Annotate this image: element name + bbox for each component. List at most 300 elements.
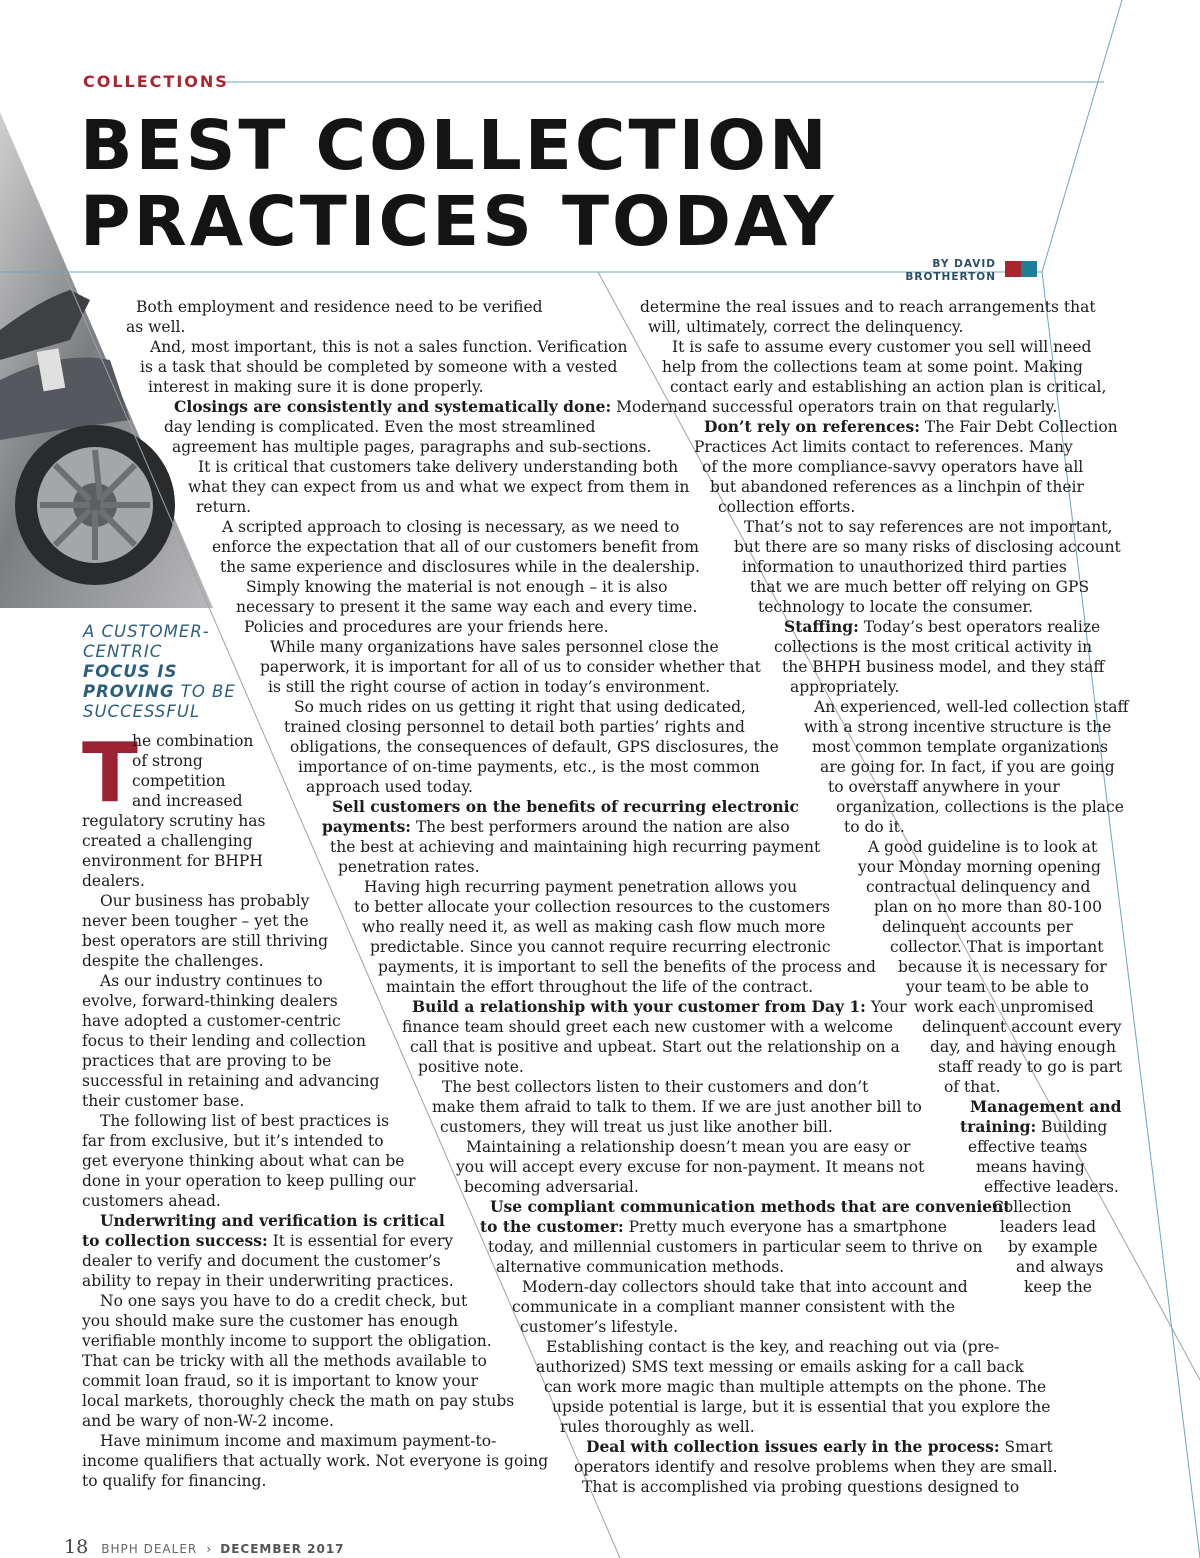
- article-line: [480, 1217, 947, 1237]
- body-text: to better allocate your collection resources to the customers: [354, 898, 831, 916]
- body-text: the same experience and disclosures while in the dealership.: [220, 558, 700, 576]
- article-line: [294, 697, 746, 717]
- article-line: [466, 1137, 910, 1157]
- subhead-text: training:: [960, 1117, 1037, 1136]
- body-text: competition: [132, 772, 226, 790]
- pullquote-line-4: TO BE: [174, 682, 236, 701]
- body-text: who really need it, as well as making cash flow much more: [362, 918, 826, 936]
- subhead-text: Staffing:: [784, 617, 859, 636]
- article-line: [758, 597, 1033, 617]
- article-line: [164, 417, 595, 437]
- pull-quote: [83, 622, 253, 722]
- article-line: [582, 1477, 1019, 1497]
- body-text: your Monday morning opening: [858, 858, 1101, 876]
- article-line: [330, 837, 820, 857]
- article-line: [82, 851, 263, 871]
- pullquote-emphasis: PROVING: [83, 682, 175, 701]
- article-line: [132, 731, 253, 751]
- subhead-text: Sell customers on the benefits of recurring electronic: [332, 797, 799, 816]
- article-line: [82, 1331, 492, 1351]
- article-line: [574, 1457, 1058, 1477]
- article-line: [1008, 1237, 1098, 1257]
- body-text: That can be tricky with all the methods available to: [82, 1352, 487, 1370]
- article-line: [1016, 1257, 1104, 1277]
- article-line: [82, 1451, 548, 1471]
- body-text: and increased: [132, 792, 243, 810]
- byline-red-square: [1005, 261, 1021, 277]
- article-line: [132, 791, 243, 811]
- body-text: alternative communication methods.: [496, 1258, 785, 1276]
- article-line: [640, 297, 1096, 317]
- body-text: appropriately.: [790, 678, 900, 696]
- article-line: [960, 1117, 1107, 1137]
- article-line: [694, 437, 1073, 457]
- body-text: of that.: [944, 1078, 1001, 1096]
- article-line: [922, 1017, 1122, 1037]
- byline-line-1: BY DAVID: [932, 258, 996, 270]
- body-text: you should make sure the customer has enough: [82, 1312, 459, 1330]
- body-text: operators identify and resolve problems when they are small.: [574, 1458, 1058, 1476]
- body-text: Establishing contact is the key, and reaching out via (pre-: [546, 1338, 1000, 1356]
- article-line: [172, 437, 651, 457]
- subhead-text: Management and: [970, 1097, 1122, 1116]
- article-title: [80, 108, 837, 260]
- article-line: [496, 1257, 784, 1277]
- article-line: [490, 1197, 1011, 1217]
- pullquote-line-5: SUCCESSFUL: [83, 702, 201, 721]
- article-line: [82, 1231, 453, 1251]
- article-line: [836, 797, 1124, 817]
- article-line: [338, 857, 480, 877]
- body-text: your team to be able to: [906, 978, 1089, 996]
- body-text: get everyone thinking about what can be: [82, 1152, 405, 1170]
- article-line: [844, 817, 905, 837]
- body-text: Smart: [999, 1438, 1053, 1456]
- body-text: the BHPH business model, and they staff: [782, 658, 1105, 676]
- article-line: [512, 1297, 955, 1317]
- body-text: organization, collections is the place: [836, 798, 1124, 816]
- body-text: will, ultimately, correct the delinquency.: [648, 318, 964, 336]
- body-text: and be wary of non-W-2 income.: [82, 1412, 334, 1430]
- article-line: [82, 991, 338, 1011]
- article-line: [678, 397, 1057, 417]
- pullquote-line-3: FOCUS IS: [83, 662, 178, 681]
- body-text: agreement has multiple pages, paragraphs and sub-sections.: [172, 438, 652, 456]
- article-line: [968, 1137, 1087, 1157]
- subhead-text: Use compliant communication methods that are convenient: [490, 1197, 1011, 1216]
- chevron-right-icon: ›: [206, 1542, 212, 1556]
- body-text: to do it.: [844, 818, 905, 836]
- body-text: most common template organizations: [812, 738, 1109, 756]
- article-line: [710, 477, 1084, 497]
- body-text: contractual delinquency and: [866, 878, 1091, 896]
- article-line: [370, 937, 831, 957]
- article-line: [984, 1177, 1119, 1197]
- body-text: never been tougher – yet the: [82, 912, 309, 930]
- article-line: [442, 1077, 868, 1097]
- article-line: [82, 951, 264, 971]
- article-line: [992, 1197, 1071, 1217]
- body-text: communicate in a compliant manner consistent with the: [512, 1298, 956, 1316]
- body-text: customers, they will treat us just like another bill.: [440, 1118, 833, 1136]
- body-text: And, most important, this is not a sales function. Verification: [150, 338, 628, 356]
- article-line: [82, 831, 253, 851]
- subhead-text: to collection success:: [82, 1231, 268, 1250]
- article-line: [782, 657, 1104, 677]
- article-line: [174, 397, 683, 417]
- body-text: that we are much better off relying on GPS: [750, 578, 1090, 596]
- article-line: [268, 677, 710, 697]
- body-text: While many organizations have sales personnel close the: [270, 638, 719, 656]
- body-text: call that is positive and upbeat. Start out the relationship on a: [410, 1038, 900, 1056]
- article-line: [246, 577, 667, 597]
- body-text: So much rides on us getting it right that using dedicated,: [294, 698, 746, 716]
- body-text: customer’s lifestyle.: [520, 1318, 679, 1336]
- body-text: done in your operation to keep pulling our: [82, 1172, 416, 1190]
- body-text: Modern-day collectors should take that into account and: [522, 1278, 968, 1296]
- pullquote-line-2: CENTRIC: [83, 642, 163, 661]
- body-text: delinquent account every: [922, 1018, 1122, 1036]
- article-line: [100, 1291, 467, 1311]
- article-line: [100, 1431, 496, 1451]
- drop-cap: T: [82, 726, 138, 821]
- article-line: [212, 537, 699, 557]
- article-line: [930, 1037, 1116, 1057]
- body-text: help from the collections team at some point. Making: [662, 358, 1083, 376]
- article-line: [546, 1337, 999, 1357]
- body-text: maintain the effort throughout the life of the contract.: [386, 978, 813, 996]
- article-line: [672, 337, 1091, 357]
- article-line: [260, 657, 761, 677]
- body-text: because it is necessary for: [898, 958, 1107, 976]
- article-line: [198, 457, 678, 477]
- article-line: [702, 457, 1083, 477]
- article-line: [828, 777, 1060, 797]
- body-text: verifiable monthly income to support the obligation.: [82, 1332, 492, 1350]
- body-text: As our industry continues to: [100, 972, 323, 990]
- body-text: created a challenging: [82, 832, 253, 850]
- body-text: positive note.: [418, 1058, 524, 1076]
- body-text: best operators are still thriving: [82, 932, 329, 950]
- article-line: [100, 1111, 389, 1131]
- article-line: [804, 717, 1111, 737]
- body-text: by example: [1008, 1238, 1098, 1256]
- article-line: [432, 1097, 922, 1117]
- body-text: effective leaders.: [984, 1178, 1119, 1196]
- article-line: [306, 777, 473, 797]
- body-text: Modern-: [611, 398, 684, 416]
- page-footer: [64, 1536, 345, 1558]
- article-line: [648, 317, 963, 337]
- article-line: [100, 891, 309, 911]
- body-text: Having high recurring payment penetration allows you: [364, 878, 798, 896]
- article-line: [132, 751, 203, 771]
- article-line: [812, 737, 1108, 757]
- article-line: [418, 1057, 524, 1077]
- body-text: predictable. Since you cannot require recurring electronic: [370, 938, 831, 956]
- article-line: [82, 1351, 487, 1371]
- article-line: [132, 771, 226, 791]
- subhead-text: Deal with collection issues early in the process:: [586, 1437, 1000, 1456]
- body-text: Building: [1036, 1118, 1108, 1136]
- article-line: [704, 417, 1118, 437]
- title-line-2: PRACTICES TODAY: [80, 182, 837, 262]
- body-text: of the more compliance-savvy operators have all: [702, 458, 1084, 476]
- body-text: collections is the most critical activity in: [774, 638, 1093, 656]
- body-text: focus to their lending and collection: [82, 1032, 366, 1050]
- article-line: [140, 357, 617, 377]
- subhead-text: payments:: [322, 817, 412, 836]
- body-text: have adopted a customer-centric: [82, 1012, 341, 1030]
- body-text: you will accept every excuse for non-payment. It means not: [456, 1158, 925, 1176]
- article-line: [402, 1017, 893, 1037]
- body-text: effective teams: [968, 1138, 1088, 1156]
- article-line: [386, 977, 813, 997]
- article-line: [914, 997, 1094, 1017]
- article-line: [552, 1397, 1050, 1417]
- body-text: the best at achieving and maintaining high recurring payment: [330, 838, 821, 856]
- body-text: income qualifiers that actually work. Not everyone is going: [82, 1452, 549, 1470]
- body-text: leaders lead: [1000, 1218, 1097, 1236]
- body-text: means having: [976, 1158, 1085, 1176]
- article-line: [362, 917, 825, 937]
- body-text: trained closing personnel to detail both parties’ rights and: [284, 718, 745, 736]
- article-line: [718, 497, 855, 517]
- article-line: [742, 557, 1067, 577]
- body-text: is still the right course of action in today’s environment.: [268, 678, 711, 696]
- body-text: Practices Act limits contact to references. Many: [694, 438, 1073, 456]
- article-line: [560, 1417, 755, 1437]
- body-text: Pretty much everyone has a smartphone: [623, 1218, 947, 1236]
- subhead-text: Underwriting and verification is critical: [100, 1211, 445, 1230]
- article-line: [662, 357, 1083, 377]
- body-text: local markets, thoroughly check the math on pay stubs: [82, 1392, 515, 1410]
- body-text: regulatory scrutiny has: [82, 812, 266, 830]
- body-text: Policies and procedures are your friends here.: [244, 618, 609, 636]
- body-text: delinquent accounts per: [882, 918, 1073, 936]
- article-line: [858, 857, 1101, 877]
- article-line: [136, 297, 543, 317]
- body-text: Maintaining a relationship doesn’t mean you are easy or: [466, 1138, 911, 1156]
- article-line: [290, 737, 779, 757]
- article-line: [866, 877, 1090, 897]
- article-line: [744, 517, 1112, 537]
- article-line: [734, 537, 1121, 557]
- body-text: Simply knowing the material is not enough – it is also: [246, 578, 668, 596]
- body-text: environment for BHPH: [82, 852, 263, 870]
- body-text: It is critical that customers take delivery understanding both: [198, 458, 679, 476]
- body-text: rules thoroughly as well.: [560, 1418, 755, 1436]
- article-line: [188, 477, 689, 497]
- body-text: their customer base.: [82, 1092, 245, 1110]
- body-text: A scripted approach to closing is necessary, as we need to: [222, 518, 680, 536]
- article-line: [790, 677, 899, 697]
- body-text: The following list of best practices is: [100, 1112, 390, 1130]
- article-line: [244, 617, 609, 637]
- article-line: [868, 837, 1097, 857]
- body-text: The best performers around the nation are also: [411, 818, 790, 836]
- body-text: to qualify for financing.: [82, 1472, 267, 1490]
- article-line: [820, 757, 1115, 777]
- article-line: [100, 1211, 445, 1231]
- subhead-text: to the customer:: [480, 1217, 624, 1236]
- article-line: [464, 1177, 639, 1197]
- article-line: [882, 917, 1073, 937]
- article-line: [944, 1077, 1001, 1097]
- article-line: [750, 577, 1089, 597]
- body-text: obligations, the consequences of default, GPS disclosures, the: [290, 738, 779, 756]
- body-text: commit loan fraud, so it is important to know your: [82, 1372, 479, 1390]
- article-line: [196, 497, 251, 517]
- body-text: to overstaff anywhere in your: [828, 778, 1060, 796]
- body-text: Collection: [992, 1198, 1072, 1216]
- article-line: [270, 637, 719, 657]
- article-line: [332, 797, 799, 817]
- body-text: customers ahead.: [82, 1192, 221, 1210]
- body-text: successful in retaining and advancing: [82, 1072, 380, 1090]
- body-text: collector. That is important: [890, 938, 1104, 956]
- body-text: Both employment and residence need to be verified: [136, 298, 543, 316]
- article-line: [378, 957, 876, 977]
- body-text: and successful operators train on that regularly.: [678, 398, 1058, 416]
- body-text: necessary to present it the same way each and every time.: [236, 598, 698, 616]
- article-line: [284, 717, 745, 737]
- byline: [905, 258, 996, 284]
- article-line: [100, 971, 323, 991]
- publication-name: BHPH DEALER: [101, 1542, 198, 1556]
- article-line: [148, 377, 484, 397]
- article-line: [1000, 1217, 1096, 1237]
- body-text: finance team should greet each new customer with a welcome: [402, 1018, 894, 1036]
- article-line: [82, 1311, 458, 1331]
- body-text: payments, it is important to sell the benefits of the process and: [378, 958, 876, 976]
- body-text: dealer to verify and document the customer’s: [82, 1252, 441, 1270]
- article-line: [82, 1471, 266, 1491]
- article-line: [322, 817, 790, 837]
- article-line: [82, 1031, 366, 1051]
- article-line: [522, 1277, 968, 1297]
- article-line: [82, 1131, 384, 1151]
- body-text: but abandoned references as a linchpin of their: [710, 478, 1084, 496]
- body-text: Our business has probably: [100, 892, 310, 910]
- body-text: of strong: [132, 752, 203, 770]
- body-text: but there are so many risks of disclosing account: [734, 538, 1121, 556]
- article-line: [126, 317, 185, 337]
- body-text: becoming adversarial.: [464, 1178, 639, 1196]
- body-text: A good guideline is to look at: [868, 838, 1098, 856]
- body-text: day lending is complicated. Even the most streamlined: [164, 418, 596, 436]
- body-text: despite the challenges.: [82, 952, 264, 970]
- body-text: work each unpromised: [914, 998, 1094, 1016]
- body-text: interest in making sure it is done properly.: [148, 378, 484, 396]
- body-text: make them afraid to talk to them. If we are just another bill to: [432, 1098, 922, 1116]
- article-line: [82, 1251, 441, 1271]
- body-text: far from exclusive, but it’s intended to: [82, 1132, 384, 1150]
- body-text: An experienced, well-led collection staff: [814, 698, 1129, 716]
- subhead-text: Don’t rely on references:: [704, 417, 920, 436]
- body-text: dealers.: [82, 872, 145, 890]
- article-line: [82, 1411, 334, 1431]
- body-text: information to unauthorized third parties: [742, 558, 1067, 576]
- body-text: Have minimum income and maximum payment-to-: [100, 1432, 497, 1450]
- article-line: [544, 1377, 1046, 1397]
- body-text: plan on no more than 80-100: [874, 898, 1102, 916]
- article-line: [82, 811, 265, 831]
- article-line: [298, 757, 760, 777]
- article-line: [82, 1391, 514, 1411]
- byline-author: BROTHERTON: [905, 271, 996, 283]
- article-line: [520, 1317, 678, 1337]
- article-line: [456, 1157, 924, 1177]
- article-line: [906, 977, 1089, 997]
- body-text: It is safe to assume every customer you sell will need: [672, 338, 1092, 356]
- article-line: [82, 1071, 379, 1091]
- article-line: [670, 377, 1106, 397]
- body-text: with a strong incentive structure is the: [804, 718, 1112, 736]
- article-line: [82, 1091, 244, 1111]
- article-line: [220, 557, 700, 577]
- article-line: [970, 1097, 1121, 1117]
- body-text: importance of on-time payments, etc., is the most common: [298, 758, 760, 776]
- body-text: ability to repay in their underwriting practices.: [82, 1272, 454, 1290]
- body-text: day, and having enough: [930, 1038, 1116, 1056]
- body-text: contact early and establishing an action plan is critical,: [670, 378, 1107, 396]
- body-text: approach used today.: [306, 778, 473, 796]
- body-text: It is essential for every: [267, 1232, 453, 1250]
- article-line: [82, 871, 145, 891]
- body-text: keep the: [1024, 1278, 1092, 1296]
- article-line: [82, 1191, 221, 1211]
- article-line: [82, 1171, 416, 1191]
- body-text: he combination: [132, 732, 254, 750]
- body-text: collection efforts.: [718, 498, 856, 516]
- body-text: practices that are proving to be: [82, 1052, 332, 1070]
- subhead-text: Closings are consistently and systematically done:: [174, 397, 612, 416]
- body-text: evolve, forward-thinking dealers: [82, 992, 338, 1010]
- page-number: 18: [64, 1536, 89, 1558]
- article-line: [784, 617, 1100, 637]
- article-line: [82, 1051, 331, 1071]
- article-line: [82, 1151, 404, 1171]
- body-text: paperwork, it is important for all of us to consider whether that: [260, 658, 761, 676]
- body-text: technology to locate the consumer.: [758, 598, 1034, 616]
- article-line: [410, 1037, 900, 1057]
- body-text: as well.: [126, 318, 186, 336]
- body-text: return.: [196, 498, 252, 516]
- body-text: penetration rates.: [338, 858, 480, 876]
- body-text: No one says you have to do a credit check, but: [100, 1292, 468, 1310]
- subhead-text: Build a relationship with your customer from Day 1:: [412, 997, 866, 1016]
- body-text: what they can expect from us and what we expect from them in: [188, 478, 690, 496]
- article-line: [236, 597, 697, 617]
- body-text: today, and millennial customers in particular seem to thrive on: [488, 1238, 983, 1256]
- article-line: [150, 337, 628, 357]
- body-text: determine the real issues and to reach arrangements that: [640, 298, 1096, 316]
- article-line: [82, 1371, 478, 1391]
- section-label: COLLECTIONS: [83, 72, 229, 91]
- body-text: enforce the expectation that all of our customers benefit from: [212, 538, 699, 556]
- body-text: Your: [865, 998, 907, 1016]
- body-text: upside potential is large, but it is essential that you explore the: [552, 1398, 1051, 1416]
- article-line: [536, 1357, 1024, 1377]
- byline-teal-square: [1021, 261, 1037, 277]
- article-line: [976, 1157, 1085, 1177]
- article-line: [82, 1271, 454, 1291]
- article-line: [412, 997, 906, 1017]
- article-line: [488, 1237, 982, 1257]
- article-line: [898, 957, 1107, 977]
- article-line: [814, 697, 1128, 717]
